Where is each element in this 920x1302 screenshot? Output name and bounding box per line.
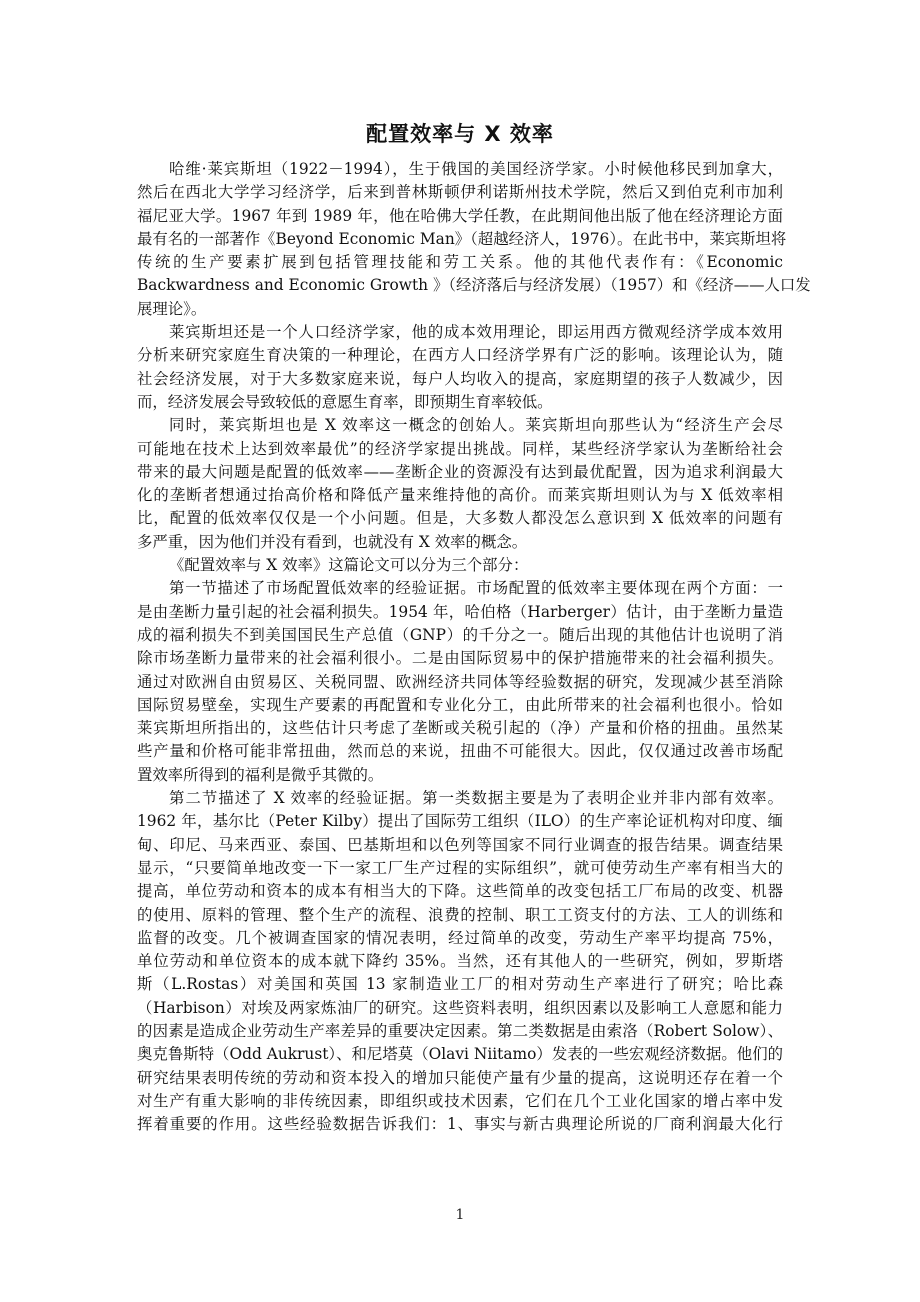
text-line: 通过对欧洲自由贸易区、关税同盟、欧洲经济共同体等经验数据的研究，发现减少甚至消除 xyxy=(137,672,783,691)
text-line: 置效率所得到的福利是微乎其微的。 xyxy=(137,765,384,784)
text-line: 同时，莱宾斯坦也是 X 效率这一概念的创始人。莱宾斯坦向那些认为“经济生产会尽 xyxy=(169,416,783,435)
text-line: 而，经济发展会导致较低的意愿生育率，即预期生育率较低。 xyxy=(137,392,553,411)
text-line: 斯（L.Rostas）对美国和英国 13 家制造业工厂的相对劳动生产率进行了研究；哈比森 xyxy=(137,975,783,994)
text-line: Backwardness and Economic Growth 》（经济落后与经济发展）（1957）和《经济——人口发 xyxy=(137,276,811,295)
text-line: 除市场垄断力量带来的社会福利很小。二是由国际贸易中的保护措施带来的社会福利损失。 xyxy=(137,649,783,668)
text-line: 甸、印尼、马来西亚、泰国、巴基斯坦和以色列等国家不同行业调查的报告结果。调查结果 xyxy=(137,835,783,854)
text-line: 显示，“只要简单地改变一下一家工厂生产过程的实际组织”，就可使劳动生产率有相当大的 xyxy=(137,858,783,877)
text-line: 传统的生产要素扩展到包括管理技能和劳工关系。他的其他代表作有：《Economic xyxy=(137,253,783,272)
paragraph-4 xyxy=(137,554,783,577)
text-line: 的因素是造成企业劳动生产率差异的重要决定因素。第二类数据是由索洛（Robert Solow）、 xyxy=(137,1021,783,1040)
paragraph-3 xyxy=(137,414,783,554)
text-line: 可能地在技术上达到效率最优”的经济学家提出挑战。同样，某些经济学家认为垄断给社会 xyxy=(137,439,783,458)
text-line: 多严重，因为他们并没有看到，也就没有 X 效率的概念。 xyxy=(137,532,528,551)
text-line: 分析来研究家庭生育决策的一种理论，在西方人口经济学界有广泛的影响。该理论认为，随 xyxy=(137,346,783,365)
text-line: （Harbison）对埃及两家炼油厂的研究。这些资料表明，组织因素以及影响工人意愿和能力 xyxy=(137,998,783,1017)
text-line: 国际贸易壁垒，实现生产要素的再配置和专业化分工，由此所带来的社会福利也很小。恰如 xyxy=(137,695,783,714)
text-line: 提高，单位劳动和资本的成本有相当大的下降。这些简单的改变包括工厂布局的改变、机器 xyxy=(137,882,783,901)
paragraph-5 xyxy=(137,577,783,787)
paragraph-2 xyxy=(137,321,783,414)
text-line: 第一节描述了市场配置低效率的经验证据。市场配置的低效率主要体现在两个方面：一 xyxy=(169,579,783,598)
text-line: 是由垄断力量引起的社会福利损失。1954 年，哈伯格（Harberger）估计，由于垄断力量造 xyxy=(137,602,783,621)
text-line: 单位劳动和单位资本的成本就下降约 35%。当然，还有其他人的一些研究，例如，罗斯塔 xyxy=(137,952,783,971)
text-line: 带来的最大问题是配置的低效率——垄断企业的资源没有达到最优配置，因为追求利润最大 xyxy=(137,462,783,481)
document-title: 配置效率与 X 效率 xyxy=(366,122,554,146)
text-line: 对生产有重大影响的非传统因素，即组织或技术因素，它们在几个工业化国家的增占率中发 xyxy=(137,1091,783,1110)
text-line: 挥着重要的作用。这些经验数据告诉我们：1、事实与新古典理论所说的厂商利润最大化行 xyxy=(137,1115,783,1134)
text-line: 社会经济发展，对于大多数家庭来说，每户人均收入的提高，家庭期望的孩子人数减少，因 xyxy=(137,369,783,388)
paragraph-1 xyxy=(137,158,811,321)
paragraph-6 xyxy=(137,787,783,1136)
text-line: 然后在西北大学学习经济学，后来到普林斯顿伊利诺斯州技术学院，然后又到伯克利市加利 xyxy=(137,183,783,202)
text-line: 监督的改变。几个被调查国家的情况表明，经过简单的改变，劳动生产率平均提高 75%， xyxy=(137,928,783,947)
text-line: 莱宾斯坦还是一个人口经济学家，他的成本效用理论，即运用西方微观经济学成本效用 xyxy=(169,323,783,342)
document-body xyxy=(137,158,811,1136)
text-line: 哈维·莱宾斯坦（1922－1994），生于俄国的美国经济学家。小时候他移民到加拿大， xyxy=(169,160,783,178)
text-line: 些产量和价格可能非常扭曲，然而总的来说，扭曲不可能很大。因此，仅仅通过改善市场配 xyxy=(137,742,783,761)
text-line: 化的垄断者想通过抬高价格和降低产量来维持他的高价。而莱宾斯坦则认为与 X 低效率相 xyxy=(137,486,783,505)
text-line: 福尼亚大学。1967 年到 1989 年，他在哈佛大学任教，在此期间他出版了他在经济理论方面 xyxy=(137,206,783,225)
text-line: 成的福利损失不到美国国民生产总值（GNP）的千分之一。随后出现的其他估计也说明了消 xyxy=(137,625,783,644)
text-line: 奥克鲁斯特（Odd Aukrust）、和尼塔莫（Olavi Niitamo）发表的一些宏观经济数据。他们的 xyxy=(137,1045,783,1064)
text-line: 莱宾斯坦所指出的，这些估计只考虑了垄断或关税引起的（净）产量和价格的扭曲。虽然某 xyxy=(137,719,783,738)
text-line: 最有名的一部著作《Beyond Economic Man》（超越经济人，1976）。在此书中，莱宾斯坦将 xyxy=(137,229,787,248)
text-line: 比，配置的低效率仅仅是一个小问题。但是，大多数人都没怎么意识到 X 低效率的问题有 xyxy=(137,509,783,528)
text-line: 《配置效率与 X 效率》这篇论文可以分为三个部分： xyxy=(169,556,529,575)
text-line: 1962 年，基尔比（Peter Kilby）提出了国际劳工组织（ILO）的生产率论证机构对印度、缅 xyxy=(137,812,783,831)
page-number: 1 xyxy=(455,1207,465,1223)
text-line: 研究结果表明传统的劳动和资本投入的增加只能使产量有少量的提高，这说明还存在着一个 xyxy=(137,1068,783,1087)
text-line: 第二节描述了 X 效率的经验证据。第一类数据主要是为了表明企业并非内部有效率。 xyxy=(169,789,783,808)
text-line: 展理论》。 xyxy=(137,299,207,318)
text-line: 的使用、原料的管理、整个生产的流程、浪费的控制、职工工资支付的方法、工人的训练和 xyxy=(137,905,783,924)
